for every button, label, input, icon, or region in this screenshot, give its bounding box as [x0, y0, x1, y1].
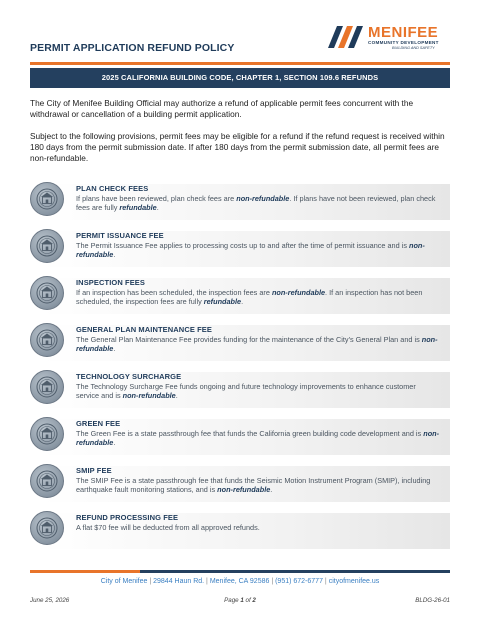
- fee-text: .: [113, 438, 116, 448]
- building-seal-icon: [36, 470, 58, 492]
- fee-name: TECHNOLOGY SURCHARGE: [76, 372, 182, 381]
- fee-badge: [30, 511, 64, 545]
- fee-text: If an inspection has been scheduled, the inspection fees are: [76, 288, 272, 297]
- fee-name: REFUND PROCESSING FEE: [76, 513, 179, 522]
- page-of: of: [243, 597, 253, 604]
- fee-emphasis: non-refundable: [76, 429, 440, 448]
- fee-item: [30, 507, 450, 554]
- menifee-logo-mark: [328, 26, 364, 48]
- page-title: PERMIT APPLICATION REFUND POLICY: [30, 42, 235, 54]
- building-seal-icon: [36, 329, 58, 351]
- fee-description: [76, 335, 440, 353]
- logo-division: BUILDING AND SAFETY: [392, 46, 435, 50]
- fee-text: . If plans have not been reviewed, plan check fees are fully: [76, 194, 436, 213]
- contact-locality: Menifee, CA 92586: [209, 578, 270, 585]
- page-header: [30, 20, 450, 60]
- footer-divider-orange: [30, 570, 140, 573]
- fee-text: .: [241, 297, 244, 307]
- fee-emphasis: non-refundable: [271, 288, 326, 297]
- building-seal-icon: [36, 282, 58, 304]
- fee-badge: [30, 417, 64, 451]
- contact-website-link[interactable]: cityofmenifee.us: [328, 578, 380, 585]
- fee-badge: [30, 323, 64, 357]
- fee-name: PLAN CHECK FEES: [76, 184, 149, 193]
- fee-item: [30, 460, 450, 507]
- fee-text: The Permit Issuance Fee applies to processing costs up to and after the time of permit issuance and is: [76, 241, 409, 250]
- fee-item: [30, 272, 450, 319]
- fee-text: .: [113, 250, 116, 260]
- fee-text: The Technology Surcharge Fee funds ongoing and future technology improvements to enhance customer service and is: [76, 382, 416, 401]
- building-seal-icon: [36, 235, 58, 257]
- building-seal-icon: [36, 188, 58, 210]
- fee-emphasis: non-refundable: [76, 241, 425, 260]
- fee-description: [76, 429, 440, 447]
- fee-text: .: [270, 485, 273, 495]
- fee-description: [76, 382, 440, 400]
- fee-item: [30, 225, 450, 272]
- fee-text: . If an inspection has not been scheduled, the inspection fees are fully: [76, 288, 423, 307]
- fee-emphasis: non-refundable: [217, 485, 271, 495]
- fee-badge: [30, 276, 64, 310]
- fee-emphasis: non-refundable: [122, 391, 176, 401]
- fee-name: SMIP FEE: [76, 466, 112, 475]
- fee-text: A flat $70 fee will be deducted from all approved refunds.: [76, 523, 260, 532]
- section-banner: 2025 CALIFORNIA BUILDING CODE, CHAPTER 1, SECTION 109.6 REFUNDS: [30, 68, 450, 88]
- fee-badge: [30, 464, 64, 498]
- header-divider: [30, 62, 450, 65]
- fee-description: [76, 288, 440, 306]
- fee-emphasis: refundable: [119, 203, 157, 213]
- fee-name: GENERAL PLAN MAINTENANCE FEE: [76, 325, 213, 334]
- fee-list: [30, 178, 450, 554]
- logo-wordmark: MENIFEE: [368, 24, 439, 41]
- building-seal-icon: [36, 376, 58, 398]
- fee-badge: [30, 370, 64, 404]
- fee-description: [76, 476, 440, 494]
- page-label: Page: [224, 597, 241, 604]
- fee-description: [76, 194, 440, 212]
- fee-emphasis: non-refundable: [76, 335, 438, 354]
- fee-name: INSPECTION FEES: [76, 278, 146, 287]
- footer-divider-navy: [140, 570, 450, 573]
- fee-item: [30, 413, 450, 460]
- fee-text: .: [175, 391, 178, 401]
- fee-item: [30, 366, 450, 413]
- fee-item: [30, 178, 450, 225]
- fee-name: PERMIT ISSUANCE FEE: [76, 231, 164, 240]
- contact-line: City of Menifee | 29844 Haun Rd. | Menifee, CA 92586 | (951) 672-6777 | cityofmenifee.us: [100, 578, 380, 585]
- fee-text: The General Plan Maintenance Fee provides funding for the maintenance of the City's General Plan and is: [76, 335, 422, 344]
- footer-date: June 25, 2026: [30, 597, 70, 604]
- intro-paragraph: Subject to the following provisions, permit fees may be eligible for a refund if the refund request is received within 180 days from the permit submission date. If after 180 days from the permit submission date, all permit fees are non-refundable.: [30, 131, 445, 163]
- fee-text: .: [113, 344, 116, 354]
- fee-emphasis: refundable: [203, 297, 242, 307]
- page-current: 1: [240, 597, 244, 604]
- fee-badge: [30, 182, 64, 216]
- fee-badge: [30, 229, 64, 263]
- fee-text: The Green Fee is a state passthrough fee that funds the California green building code development and is: [76, 429, 424, 438]
- fee-text: If plans have been reviewed, plan check fees are: [76, 194, 237, 203]
- fee-emphasis: non-refundable: [236, 194, 290, 203]
- page-total: 2: [252, 597, 256, 604]
- fee-text: .: [156, 203, 159, 213]
- building-seal-icon: [36, 423, 58, 445]
- menifee-logo: [328, 24, 450, 54]
- contact-city: City of Menifee: [100, 578, 148, 585]
- contact-address: 29844 Haun Rd.: [153, 578, 205, 585]
- logo-department: COMMUNITY DEVELOPMENT: [368, 40, 439, 45]
- fee-item: [30, 319, 450, 366]
- fee-text: The SMIP Fee is a state passthrough fee that funds the Seismic Motion Instrument Program (SMIP), including earthquake fault monitoring stations, and is: [76, 476, 431, 495]
- footer-page-number: [30, 597, 450, 604]
- fee-description: [76, 241, 440, 259]
- fee-description: [76, 523, 440, 532]
- contact-phone: (951) 672-6777: [275, 578, 323, 585]
- intro-text: [30, 98, 450, 175]
- intro-paragraph: The City of Menifee Building Official may authorize a refund of applicable permit fees concurrent with the withdrawal or cancellation of a building permit application.: [30, 98, 414, 119]
- footer-document-code: BLDG-26-01: [415, 597, 450, 604]
- fee-name: GREEN FEE: [76, 419, 121, 428]
- building-seal-icon: [36, 517, 58, 539]
